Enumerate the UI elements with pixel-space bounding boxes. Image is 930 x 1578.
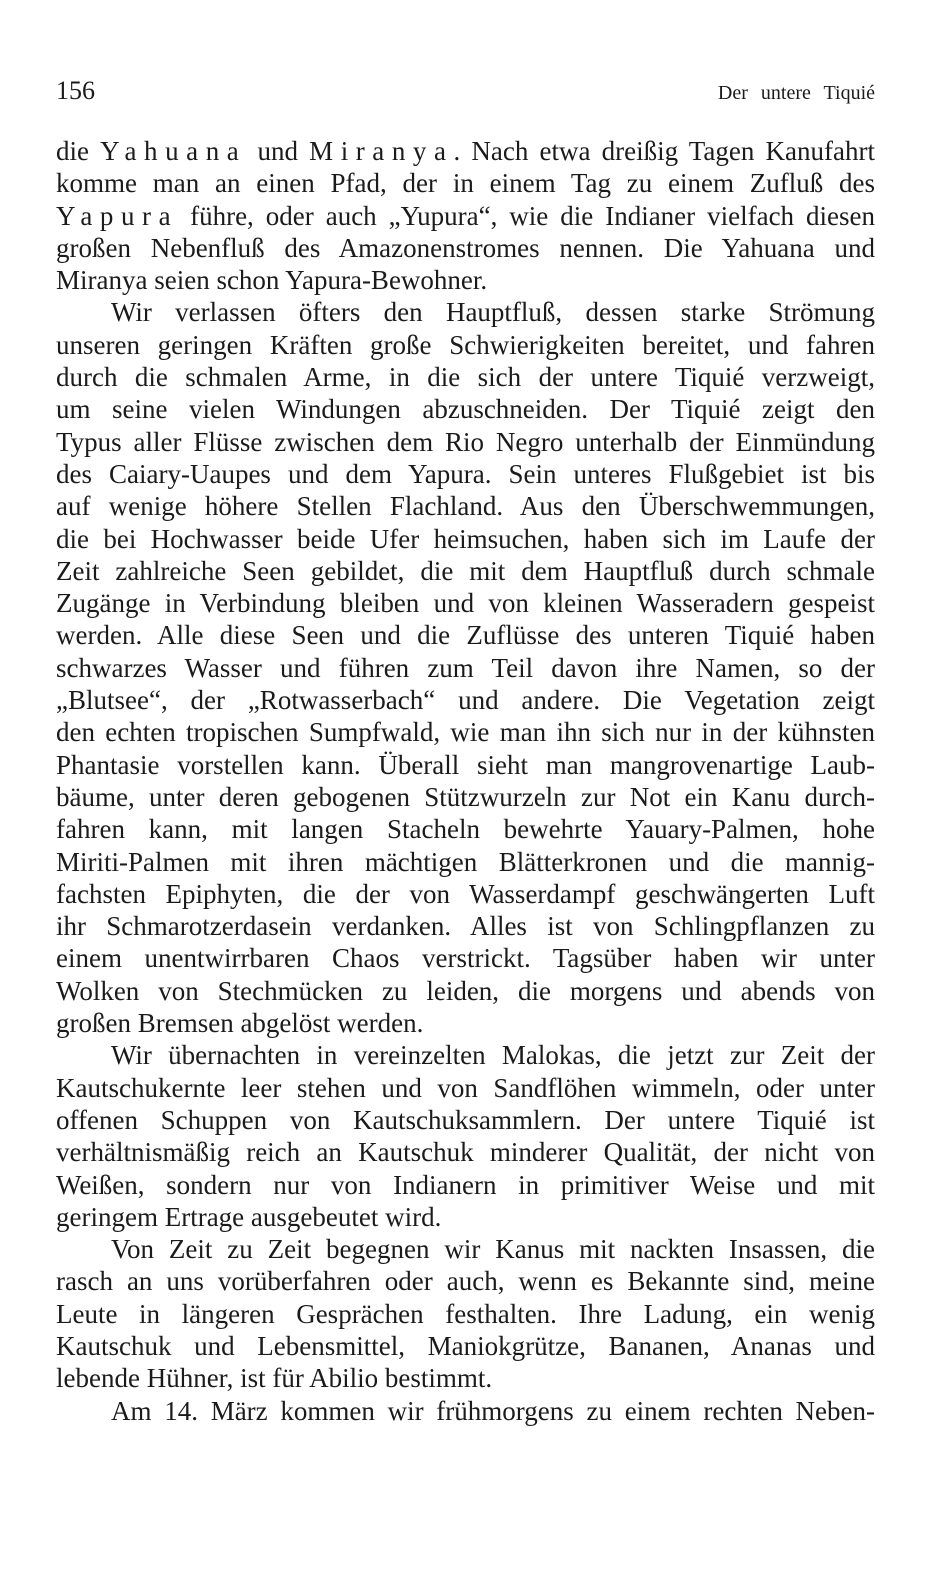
text-line: die Yahuana und Miranya. Nach etwa dreißig Tagen Kanufahrt <box>56 136 875 166</box>
text-line: Phantasie vorstellen kann. Überall sieht man mangrovenartige Laub- <box>56 749 875 780</box>
text-line: Miriti-Palmen mit ihren mächtigen Blätterkronen und die mannig- <box>56 846 875 877</box>
text-line: komme man an einen Pfad, der in einem Tag zu einem Zufluß des <box>56 168 875 199</box>
text-line: geringem Ertrage ausgebeutet wird. <box>56 1201 442 1232</box>
text-line: die bei Hochwasser beide Ufer heimsuchen, haben sich im Laufe der <box>56 523 875 554</box>
page-body <box>56 135 875 1427</box>
text-line: auf wenige höhere Stellen Flachland. Aus den Überschwemmungen, <box>56 491 875 522</box>
paragraph <box>56 1039 875 1233</box>
paragraph <box>56 135 875 296</box>
text-line: einem unentwirrbaren Chaos verstrickt. Tagsüber haben wir unter <box>56 943 875 974</box>
text-line: Yapura führe, oder auch „Yupura“, wie die Indianer vielfach diesen <box>56 200 875 231</box>
text-line: werden. Alle diese Seen und die Zuflüsse des unteren Tiquié haben <box>56 620 875 651</box>
paragraph <box>56 1233 875 1394</box>
text-line: offenen Schuppen von Kautschuksammlern. Der untere Tiquié ist <box>56 1104 875 1135</box>
text-line: den echten tropischen Sumpfwald, wie man ihn sich nur in der kühnsten <box>56 717 875 748</box>
text-line: Weißen, sondern nur von Indianern in primitiver Weise und mit <box>56 1169 875 1200</box>
text-line: Leute in längeren Gesprächen festhalten. Ihre Ladung, ein wenig <box>56 1298 875 1329</box>
paragraph <box>56 1395 875 1427</box>
text-line: Wir übernachten in vereinzelten Malokas, die jetzt zur Zeit der <box>111 1040 875 1071</box>
text-line: rasch an uns vorüberfahren oder auch, wenn es Bekannte sind, meine <box>56 1266 875 1297</box>
text-line: fachsten Epiphyten, die der von Wasserdampf geschwängerten Luft <box>56 878 875 909</box>
text-line: lebende Hühner, ist für Abilio bestimmt. <box>56 1363 493 1394</box>
text-line: durch die schmalen Arme, in die sich der untere Tiquié verzweigt, <box>56 362 875 393</box>
text-line: Zugänge in Verbindung bleiben und von kleinen Wasseradern gespeist <box>56 588 875 619</box>
text-line: um seine vielen Windungen abzuschneiden. Der Tiquié zeigt den <box>56 394 875 425</box>
text-line: verhältnismäßig reich an Kautschuk minderer Qualität, der nicht von <box>56 1137 875 1168</box>
letterspaced-word: Yahuana <box>100 136 247 166</box>
text-line: Wolken von Stechmücken zu leiden, die morgens und abends von <box>56 975 875 1006</box>
text-line: Typus aller Flüsse zwischen dem Rio Negro unterhalb der Einmündung <box>56 426 875 457</box>
text-line: fahren kann, mit langen Stacheln bewehrte Yauary-Palmen, hohe <box>56 814 875 845</box>
text-line: großen Nebenfluß des Amazonenstromes nennen. Die Yahuana und <box>56 232 875 263</box>
text-line: Miranya seien schon Yapura-Bewohner. <box>56 265 488 296</box>
text-line: ihr Schmarotzerdasein verdanken. Alles ist von Schlingpflanzen zu <box>56 911 875 942</box>
text-line: großen Bremsen abgelöst werden. <box>56 1008 424 1039</box>
page-header <box>56 76 875 108</box>
running-title: Der untere Tiquié <box>717 82 875 104</box>
text-line: „Blutsee“, der „Rotwasserbach“ und andere. Die Vegetation zeigt <box>56 685 875 716</box>
letterspaced-word: Miranya <box>309 136 454 166</box>
text-line: Wir verlassen öfters den Hauptfluß, dessen starke Strömung <box>111 297 875 328</box>
letterspaced-word: Yapura <box>56 200 179 231</box>
paragraph <box>56 296 875 1039</box>
text-line: schwarzes Wasser und führen zum Teil davon ihre Namen, so der <box>56 652 875 683</box>
text-line: Kautschukernte leer stehen und von Sandflöhen wimmeln, oder unter <box>56 1072 875 1103</box>
page-number: 156 <box>56 76 95 105</box>
text-line: Am 14. März kommen wir frühmorgens zu einem rechten Neben- <box>111 1395 875 1426</box>
text-line: des Caiary-Uaupes und dem Yapura. Sein unteres Flußgebiet ist bis <box>56 458 875 489</box>
text-line: Von Zeit zu Zeit begegnen wir Kanus mit nackten Insassen, die <box>111 1234 875 1265</box>
text-line: unseren geringen Kräften große Schwierigkeiten bereitet, und fahren <box>56 329 875 360</box>
text-line: Zeit zahlreiche Seen gebildet, die mit dem Hauptfluß durch schmale <box>56 555 875 586</box>
text-line: bäume, unter deren gebogenen Stützwurzeln zur Not ein Kanu durch- <box>56 781 875 812</box>
text-line: Kautschuk und Lebensmittel, Maniokgrütze, Bananen, Ananas und <box>56 1330 875 1361</box>
